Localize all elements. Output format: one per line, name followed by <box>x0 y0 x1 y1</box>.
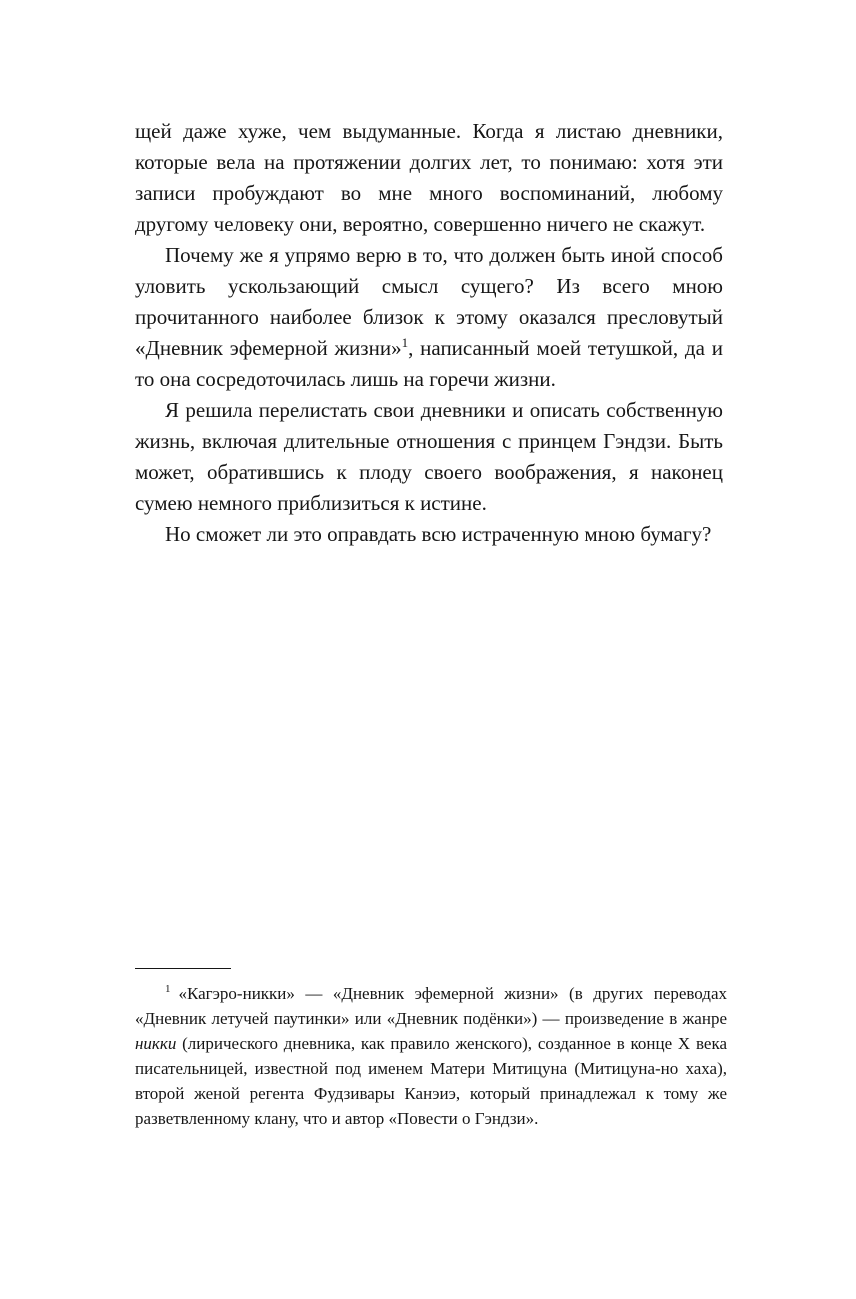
paragraph <box>135 240 723 395</box>
footnote-text-segment: «Кагэро-никки» — «Дневник эфемерной жизни» (в других переводах «Дневник летучей паутинки» или «Дневник подёнки») — произведение в жанре <box>135 984 727 1028</box>
paragraph-continuation: щей даже хуже, чем выдуманные. Когда я листаю дневники, которые вела на протяжении долгих лет, то понимаю: хотя эти записи пробуждают во мне много воспоминаний, любому другому человеку они, вероятно, совершенно ничего не скажут. <box>135 119 723 236</box>
footnote-italic-term: никки <box>135 1034 177 1053</box>
paragraph: Но сможет ли это оправдать всю истраченную мною бумагу? <box>165 522 712 546</box>
paragraph-text: , написанный моей тетушкой, да и то она сосредоточилась лишь на горечи жизни. <box>135 336 724 391</box>
footnote-reference: 1 <box>401 335 409 350</box>
footnote-separator <box>135 968 231 969</box>
footnote-area <box>135 968 727 1131</box>
paragraph: Я решила перелистать свои дневники и описать собственную жизнь, включая длительные отношения с принцем Гэндзи. Быть может, обратившись к плоду своего воображения, я наконец сумею немного приблизиться к истине. <box>135 398 723 515</box>
footnote-text-segment: (лирического дневника, как правило женского), созданное в конце X века писательницей, известной под именем Матери Митицуна (Митицуна-но хаха), второй женой регента Фудзивары Канэиэ, который принадлежал к тому же разветвленному клану, что и автор «Повести о Гэндзи». <box>135 1034 727 1128</box>
main-text-block <box>135 116 723 550</box>
footnote-marker: 1 <box>165 983 171 996</box>
paragraph-text: Почему же я упрямо верю в то, что должен быть иной способ уловить ускользающий смысл сущего? Из всего мною прочитанного наиболее близок к этому оказался пресловутый «Дневник эфемерной жизни» <box>135 243 723 360</box>
footnote <box>135 981 727 1131</box>
